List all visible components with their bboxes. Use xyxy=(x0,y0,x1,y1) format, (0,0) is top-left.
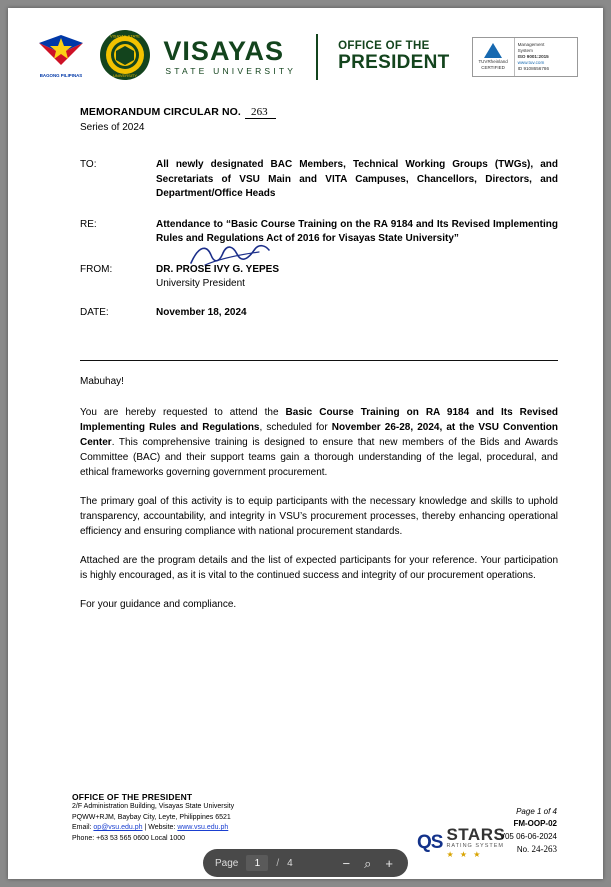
footer-email-label: Email: xyxy=(72,824,94,831)
zoom-in-button[interactable]: + xyxy=(382,857,396,870)
field-from xyxy=(80,263,558,292)
office-title xyxy=(338,40,449,74)
greeting: Mabuhay! xyxy=(80,376,124,387)
qs-stars-logo xyxy=(417,826,505,859)
memo-header xyxy=(80,106,550,133)
tuv-certified: CERTIFIED xyxy=(481,65,505,70)
footer-office-name: OFFICE OF THE PRESIDENT xyxy=(72,792,193,802)
p1-part-a: You are hereby requested to attend the xyxy=(80,407,286,418)
university-subname: STATE UNIVERSITY xyxy=(165,66,297,77)
re-value: Attendance to “Basic Course Training on the RA 9184 and Its Revised Implementing Rules and Regulations Act of 2016 for Visayas State University” xyxy=(156,218,558,244)
page-of-label: Page 1 of 4 xyxy=(516,807,557,816)
vsu-seal-icon xyxy=(99,29,151,86)
office-line-2: PRESIDENT xyxy=(338,51,450,73)
form-version: V05 06-06-2024 xyxy=(499,831,557,841)
field-date xyxy=(80,306,558,321)
control-number-label: No. xyxy=(516,845,530,855)
page-separator: / xyxy=(276,857,280,869)
document-page xyxy=(8,8,603,879)
from-subtitle: University President xyxy=(156,278,245,289)
memo-fields xyxy=(80,158,558,336)
control-number-line xyxy=(500,843,557,857)
to-label: TO: xyxy=(80,159,97,170)
memo-title-line xyxy=(80,106,550,118)
header-divider xyxy=(316,34,318,80)
qs-text-block xyxy=(446,826,505,859)
form-code: FM-OOP-02 xyxy=(513,819,557,829)
iso-id: ID 9108656786 xyxy=(517,66,549,72)
page-number-input[interactable] xyxy=(246,855,268,871)
control-number-value: 24-263 xyxy=(531,844,557,855)
footer-pluscode: PQWW+RJM, Baybay City, Leyte, Philippines 6521 xyxy=(72,813,231,821)
footer-address: 2/F Administration Building, Visayas State University xyxy=(72,803,235,810)
tuv-mark: TUVRheinland xyxy=(478,59,508,65)
qs-star-icons: ★ ★ ★ xyxy=(446,849,483,859)
footer-contact-block xyxy=(72,792,372,844)
from-value: DR. PROSE IVY G. YEPES xyxy=(156,263,280,275)
paragraph-3: Attached are the program details and the list of expected participants for your reference. Your participation is highly encouraged, as it is vital to the continued success and integrity of our procurement operations. xyxy=(80,555,558,581)
tuv-url: www.tuv.com xyxy=(517,60,545,66)
field-to xyxy=(80,158,558,202)
pdf-viewer-toolbar[interactable] xyxy=(203,849,408,877)
qs-logo-text: QS xyxy=(417,831,443,853)
to-value: All newly designated BAC Members, Technical Working Groups (TWGs), and Secretariats of VSU Main and VITA Campuses, Chancellors, Directors, and Department/Office Heads xyxy=(156,159,558,199)
footer-phone: Phone: +63 53 565 0600 Local 1000 xyxy=(72,834,186,842)
footer-website-link[interactable]: www.vsu.edu.ph xyxy=(177,824,229,831)
footer-website-label: | Website: xyxy=(142,824,178,831)
date-label: DATE: xyxy=(80,306,109,318)
svg-text:VISAYAS STATE: VISAYAS STATE xyxy=(110,33,141,38)
university-wordmark xyxy=(163,38,296,76)
footer-email-link[interactable]: op@vsu.edu.ph xyxy=(93,824,143,831)
p1-part-c: , scheduled for xyxy=(259,422,332,433)
memo-number: 263 xyxy=(245,106,276,119)
search-icon[interactable]: ⌕ xyxy=(361,857,374,870)
paragraph-4: For your guidance and compliance. xyxy=(80,599,237,610)
from-label: FROM: xyxy=(80,263,113,275)
iso-standard: ISO 9001:2015 xyxy=(517,53,549,59)
memo-series: Series of 2024 xyxy=(80,122,145,133)
content-divider xyxy=(80,360,558,361)
bagong-pilipinas-seal-icon xyxy=(33,27,89,88)
footer-email-line xyxy=(72,823,372,834)
university-name: VISAYAS xyxy=(163,36,284,67)
p1-training-title: Basic Course Training on RA 9184 and Its Revised Implementing Rules and Regulations xyxy=(80,407,559,433)
memo-title-label: MEMORANDUM CIRCULAR NO. xyxy=(80,106,241,118)
paragraph-2: The primary goal of this activity is to equip participants with the necessary knowledge and skills to uphold transparency, accountability, and integrity in VSU’s procurement processes, thereby enhancing operational efficiency and ensuring compliance with national procurement standards. xyxy=(80,496,558,537)
svg-text:UNIVERSITY: UNIVERSITY xyxy=(113,72,138,78)
office-line-1: OFFICE OF THE xyxy=(338,40,430,53)
iso-system-line-1: Management xyxy=(517,41,545,47)
tuv-rheinland-icon xyxy=(473,38,515,76)
document-control-block xyxy=(500,806,557,857)
iso-system-line-2: System xyxy=(517,47,533,53)
svg-text:BAGONG PILIPINAS: BAGONG PILIPINAS xyxy=(40,72,83,78)
from-value-block xyxy=(156,263,558,292)
p1-part-e: . This comprehensive training is designed to ensure that new members of the Bids and Awards Committee (BAC) and their support teams gain a thorough understanding of the legal, procedural, and ethical frameworks governing government procurement. xyxy=(80,437,558,478)
qs-rating-text: RATING SYSTEM xyxy=(446,843,504,849)
letterhead xyxy=(8,26,603,88)
iso-certification-badge xyxy=(472,37,578,77)
date-value: November 18, 2024 xyxy=(156,306,247,318)
page-total: 4 xyxy=(287,857,293,869)
zoom-out-button[interactable]: − xyxy=(340,857,354,870)
qs-stars-text: STARS xyxy=(446,825,506,844)
memo-body xyxy=(80,374,558,626)
page-label: Page xyxy=(215,857,239,869)
re-label: RE: xyxy=(80,218,97,230)
field-re xyxy=(80,218,558,247)
iso-details xyxy=(515,38,577,76)
paragraph-1 xyxy=(80,405,558,480)
p1-schedule: November 26-28, 2024, at the VSU Convention Center xyxy=(80,422,559,448)
